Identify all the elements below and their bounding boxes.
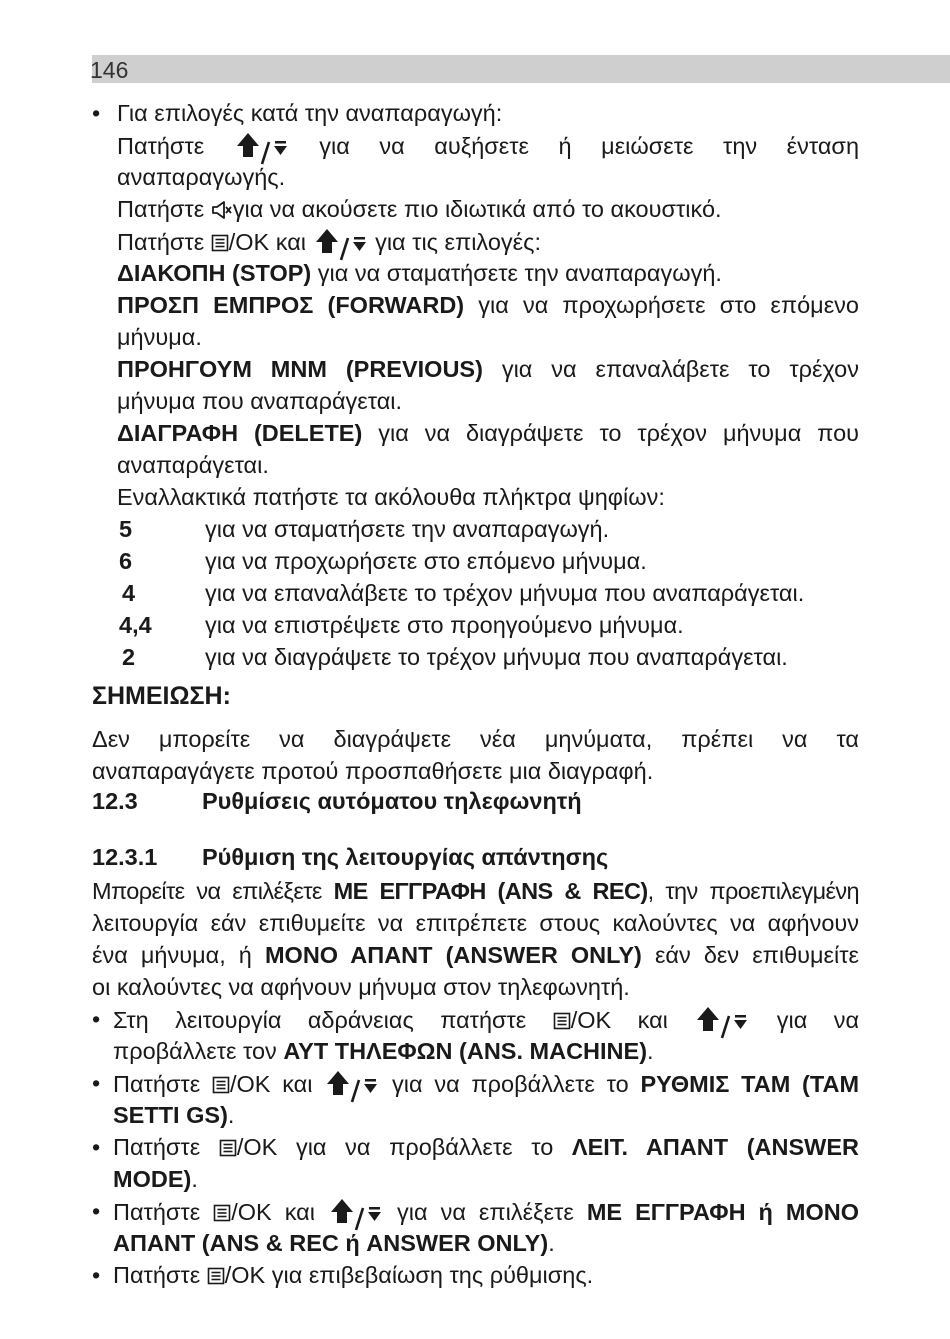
bullet: • [92,1134,101,1160]
forward-option-2: μήνυμα. [117,324,202,350]
menu-icon [207,1262,225,1280]
digit-row: 6 για να προχωρήσετε στο επόμενο μήνυμα. [119,548,647,574]
step-5: Πατήστε /OK για επιβεβαίωση της ρύθμισης. [113,1262,594,1288]
volume-line-2: αναπαραγωγής. [117,164,286,190]
digit-row: 4 για να επαναλάβετε το τρέχον μήνυμα που αναπαράγεται. [122,580,805,606]
section-heading: 12.3 Ρυθμίσεις αυτόματου τηλεφωνητή [92,788,582,814]
step-1-cont: προβάλλετε τον ΑΥΤ ΤΗΛΕΦΩΝ (ANS. MACHINE). [113,1038,654,1064]
digit-row: 4,4 για να επιστρέψετε στο προηγούμενο μήνυμα. [119,612,684,638]
note-line-2: αναπαραγάγετε προτού προσπαθήσετε μια διαγραφή. [92,758,654,784]
note-heading: ΣΗΜΕΙΩΣΗ: [92,682,231,710]
speaker-icon [211,197,233,217]
bullet: • [92,100,101,126]
previous-option: ΠΡΟΗΓΟΥΜ ΜΝΜ (PREVIOUS) για να επαναλάβετε το τρέχον [117,356,859,382]
bullet: • [92,1262,101,1288]
subsection-heading: 12.3.1 Ρύθμιση της λειτουργίας απάντησης [92,844,609,870]
menu-icon [212,1071,230,1089]
step-2: Πατήστε /OK και για να προβάλλετε το ΡΥΘΜΙΣ ΤΑΜ (TAM [113,1068,859,1108]
delete-option: ΔΙΑΓΡΑΦΗ (DELETE) για να διαγράψετε το τρέχον μήνυμα που [117,420,859,446]
para-line-3: ένα μήνυμα, ή ΜΟΝΟ ΑΠΑΝΤ (ANSWER ONLY) εάν δεν επιθυμείτε [92,942,860,968]
menu-icon [211,229,229,247]
menu-icon [219,1134,237,1152]
header-bar [92,55,950,83]
menu-icon [213,1199,231,1217]
para-line-1: Μπορείτε να επιλέξετε ΜΕ ΕΓΓΡΑΦΗ (ANS & REC), την προεπιλεγμένη [92,878,860,904]
note-line-1: Δεν μπορείτε να διαγράψετε νέα μηνύματα, πρέπει να τα [92,726,859,752]
step-3: Πατήστε /OK για να προβάλλετε το ΛΕΙΤ. ΑΠΑΝΤ (ANSWER [113,1134,859,1160]
bullet: • [92,1006,101,1032]
stop-option: ΔΙΑΚΟΠΗ (STOP) για να σταματήσετε την αναπαραγωγή. [117,260,722,286]
forward-option: ΠΡΟΣΠ ΕΜΠΡΟΣ (FORWARD) για να προχωρήσετε στο επόμενο [117,292,859,318]
private-line: Πατήστε για να ακούσετε πιο ιδιωτικά από το ακουστικό. [117,196,722,222]
options-line: Πατήστε /OK και για τις επιλογές: [117,226,859,266]
para-line-2: λειτουργία εάν επιθυμείτε να επιτρέπετε στους καλούντες να αφήνουν [92,910,859,936]
para-line-4: οι καλούντες να αφήνουν μήνυμα στον τηλεφωνητή. [92,974,630,1000]
previous-option-2: μήνυμα που αναπαράγεται. [117,388,403,414]
step-4-cont: ΑΠΑΝΤ (ANS & REC ή ANSWER ONLY). [113,1230,555,1256]
volume-line: Πατήστε για να αυξήσετε ή μειώσετε την ένταση [117,130,859,170]
digit-row: 2 για να διαγράψετε το τρέχον μήνυμα που αναπαράγεται. [122,644,788,670]
bullet: • [92,1198,101,1224]
delete-option-2: αναπαράγεται. [117,452,269,478]
step-2-cont: SETTI GS). [113,1102,235,1128]
playback-intro: Για επιλογές κατά την αναπαραγωγή: [117,100,503,126]
bullet: • [92,1070,101,1096]
step-4: Πατήστε /OK και για να επιλέξετε ΜΕ ΕΓΓΡΑΦΗ ή ΜΟΝΟ [113,1196,859,1236]
menu-icon [553,1007,571,1025]
page-number: 146 [90,57,129,83]
alt-intro: Εναλλακτικά πατήστε τα ακόλουθα πλήκτρα ψηφίων: [117,484,665,510]
digit-row: 5 για να σταματήσετε την αναπαραγωγή. [119,516,610,542]
step-3-cont: MODE). [113,1166,198,1192]
step-1: Στη λειτουργία αδράνειας πατήστε /OK και για να [113,1004,859,1044]
